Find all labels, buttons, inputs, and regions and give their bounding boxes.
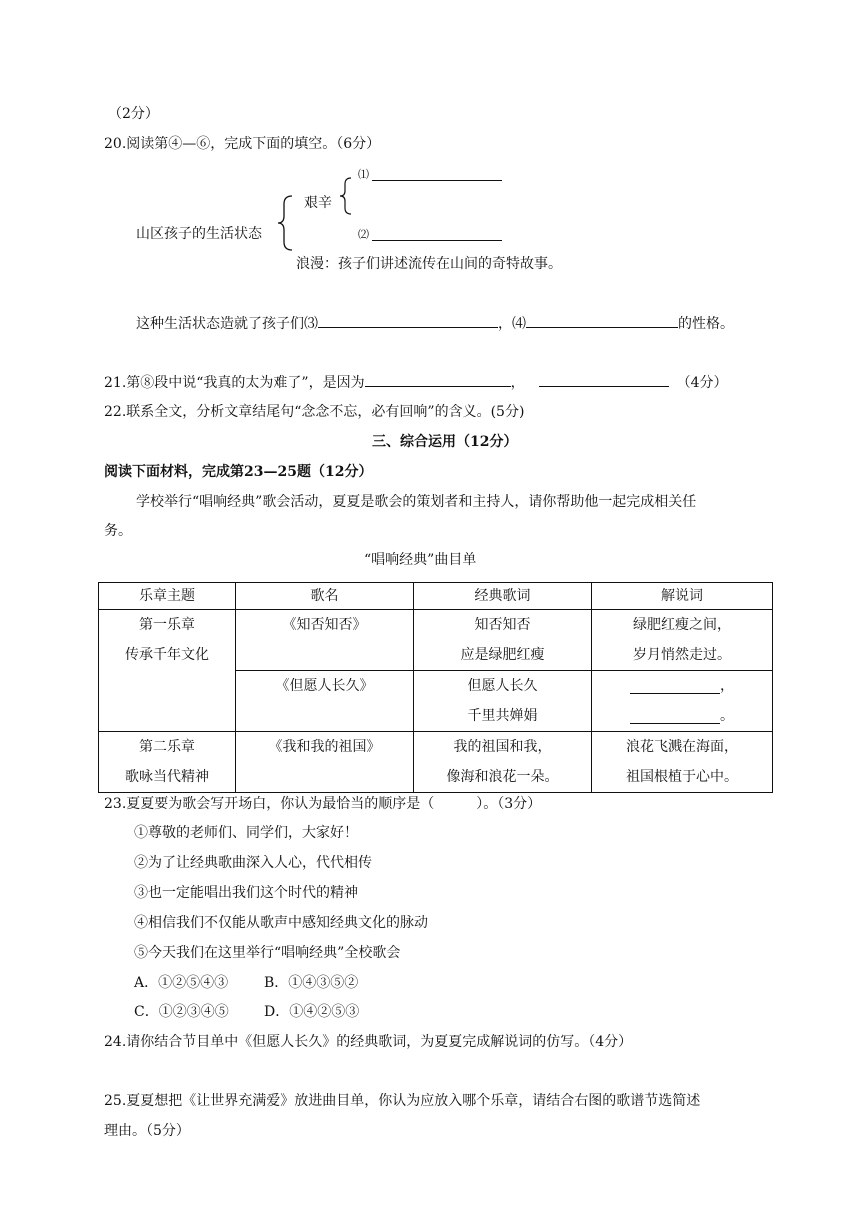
q23-option-b[interactable]: B．①④③⑤② xyxy=(264,975,359,991)
chapter-2-theme: 歌咏当代精神 xyxy=(125,769,209,785)
question-25-line-2: 理由。（5分） xyxy=(104,1123,190,1139)
section-3-heading: 三、综合运用（12分） xyxy=(372,434,518,450)
chapter-1-name: 第一乐章 xyxy=(139,617,195,633)
q23-option-c[interactable]: C．①②③④⑤ xyxy=(134,1004,229,1020)
lyric-line: 但愿人长久 xyxy=(467,678,538,694)
intro-line-1: 学校举行“唱响经典”歌会活动，夏夏是歌会的策划者和主持人，请你帮助他一起完成相关任 xyxy=(136,494,697,510)
commentary-punct: 。 xyxy=(720,708,734,724)
song-cell xyxy=(236,732,414,793)
question-25-line-1: 25.夏夏想把《让世界充满爱》放进曲目单，你认为应放入哪个乐章，请结合右图的歌谱节选简述 xyxy=(104,1093,701,1109)
answer-blank-3[interactable] xyxy=(318,313,498,328)
q23-sentence-4: ④相信我们不仅能从歌声中感知经典文化的脉动 xyxy=(134,915,428,931)
header-song: 歌名 xyxy=(236,583,414,610)
table-header-row xyxy=(99,583,773,610)
lyric-line: 应是绿肥红瘦 xyxy=(460,647,545,663)
song-cell xyxy=(236,671,414,732)
answer-blank-q21b[interactable] xyxy=(539,372,669,387)
state-label: 山区孩子的生活状态 xyxy=(136,226,262,242)
song-title: 《知否知否》 xyxy=(282,617,367,633)
q21-sep: ， xyxy=(510,375,525,391)
q23-sentence-2: ②为了让经典歌曲深入人心，代代相传 xyxy=(134,855,372,871)
commentary-blank-line-2 xyxy=(592,701,772,731)
lyrics-cell xyxy=(414,671,592,732)
q23-sentence-3: ③也一定能唱出我们这个时代的精神 xyxy=(134,885,358,901)
left-brace-icon xyxy=(276,194,296,252)
lyrics-cell xyxy=(414,732,592,793)
commentary-cell xyxy=(592,610,773,671)
lyrics-cell xyxy=(414,610,592,671)
answer-blank-1[interactable] xyxy=(372,166,502,181)
blank-marker-2: ⑵ xyxy=(358,228,369,241)
q20-conclusion xyxy=(136,313,734,334)
lyric-line: 我的祖国和我， xyxy=(453,739,552,755)
romance-line: 浪漫：孩子们讲述流传在山间的奇特故事。 xyxy=(296,256,562,272)
commentary-cell xyxy=(592,671,773,732)
answer-blank-commentary-1[interactable] xyxy=(630,677,720,694)
song-title: 《但愿人长久》 xyxy=(275,678,374,694)
song-cell xyxy=(236,610,414,671)
blank-marker-1: ⑴ xyxy=(358,168,369,181)
q23-sentence-5: ⑤今天我们在这里举行“唱响经典”全校歌会 xyxy=(134,945,401,961)
q21-score: （4分） xyxy=(676,375,728,391)
previous-score: （2分） xyxy=(108,106,159,122)
commentary-punct: ， xyxy=(720,678,734,694)
q21-text: 21.第⑧段中说“我真的太为难了”，是因为 xyxy=(104,375,365,391)
intro-line-2: 务。 xyxy=(104,523,132,539)
question-24: 24.请你结合节目单中《但愿人长久》的经典歌词，为夏夏完成解说词的仿写。（4分） xyxy=(104,1034,633,1050)
chapter-2-name: 第二乐章 xyxy=(139,739,195,755)
hardship-label: 艰辛 xyxy=(304,195,332,211)
question-21 xyxy=(104,372,728,393)
table-row xyxy=(99,610,773,671)
header-theme: 乐章主题 xyxy=(99,583,236,610)
table-row xyxy=(99,732,773,793)
question-22: 22.联系全文，分析文章结尾句“念念不忘，必有回响”的含义。(5分) xyxy=(104,404,525,420)
commentary-line: 岁月悄然走过。 xyxy=(633,647,731,663)
instruction: 阅读下面材料，完成第23—25题（12分） xyxy=(104,464,373,480)
small-brace-icon xyxy=(338,176,354,216)
answer-blank-commentary-2[interactable] xyxy=(630,707,720,724)
header-commentary: 解说词 xyxy=(592,583,773,610)
commentary-cell xyxy=(592,732,773,793)
answer-blank-2[interactable] xyxy=(372,226,502,241)
commentary-blank-line-1 xyxy=(592,671,772,701)
commentary-line: 绿肥红瘦之间， xyxy=(633,617,731,633)
lyric-line: 知否知否 xyxy=(474,617,531,633)
header-lyrics: 经典歌词 xyxy=(414,583,592,610)
table-title: “唱响经典”曲目单 xyxy=(364,552,477,568)
chapter-1-cell xyxy=(99,610,236,732)
commentary-line: 祖国根植于心中。 xyxy=(626,769,738,785)
q23-sentence-1: ①尊敬的老师们、同学们，大家好！ xyxy=(134,825,358,841)
conclusion-text-b: 的性格。 xyxy=(678,316,734,332)
q23-option-a[interactable]: A．①②⑤④③ xyxy=(134,975,229,991)
q23-option-d[interactable]: D．①④②⑤③ xyxy=(264,1004,360,1020)
program-table xyxy=(98,582,773,793)
question-23: 23.夏夏要为歌会写开场白，你认为最恰当的顺序是（ ）。（3分） xyxy=(104,796,542,812)
conclusion-text-a: 这种生活状态造就了孩子们⑶ xyxy=(136,316,318,332)
question-20: 20.阅读第④—⑥，完成下面的填空。（6分） xyxy=(104,136,381,152)
commentary-line: 浪花飞溅在海面， xyxy=(626,739,738,755)
lyric-line: 千里共婵娟 xyxy=(467,708,538,724)
conclusion-sep: ，⑷ xyxy=(498,316,526,332)
answer-blank-4[interactable] xyxy=(526,313,678,328)
song-title: 《我和我的祖国》 xyxy=(268,739,381,755)
lyric-line: 像海和浪花一朵。 xyxy=(446,769,559,785)
answer-blank-q21a[interactable] xyxy=(365,372,511,387)
chapter-1-theme: 传承千年文化 xyxy=(125,647,209,663)
chapter-2-cell xyxy=(99,732,236,793)
